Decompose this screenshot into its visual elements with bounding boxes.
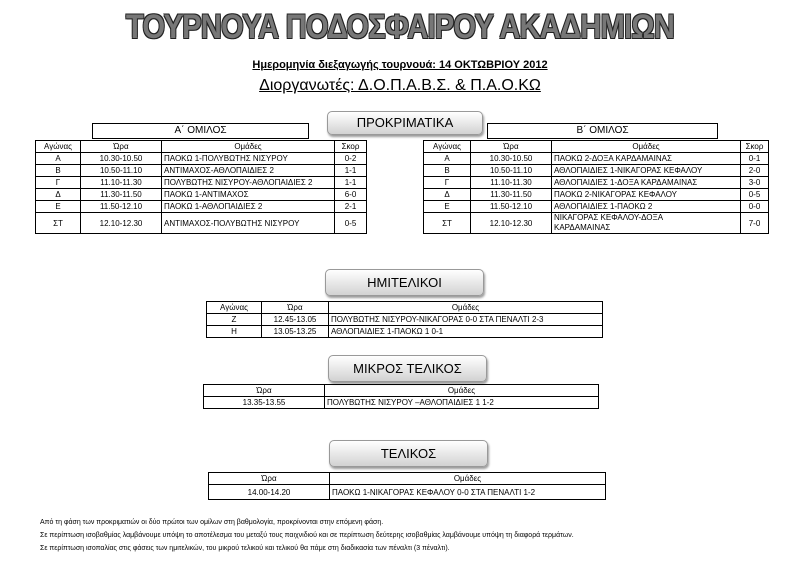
- match-teams-line1: ΝΙΚΑΓΟΡΑΣ ΚΕΦΑΛΟΥ-ΔΟΞΑ: [554, 213, 664, 222]
- table-row: [36, 189, 367, 201]
- small-final-header: ΜΙΚΡΟΣ ΤΕΛΙΚΟΣ: [328, 355, 487, 382]
- header-time: Ώρα: [81, 141, 162, 153]
- match-teams: ΑΘΛΟΠΑΙΔΙΕΣ 1-ΠΑΟΚΩ 1 0-1: [329, 326, 603, 338]
- match-id: Β: [424, 165, 471, 177]
- match-score: 0-0: [741, 201, 769, 213]
- match-time: 12.45-13.05: [262, 314, 329, 326]
- match-time: 11.10-11.30: [471, 177, 552, 189]
- header-teams: Ομάδες: [329, 302, 603, 314]
- header-score: Σκορ: [335, 141, 367, 153]
- match-teams: ΑΝΤΙΜΑΧΟΣ-ΠΟΛΥΒΩΤΗΣ ΝΙΣΥΡΟΥ: [162, 213, 335, 234]
- header-teams: Ομάδες: [330, 473, 606, 485]
- match-score: 6-0: [335, 189, 367, 201]
- semifinals-header: ΗΜΙΤΕΛΙΚΟΙ: [325, 269, 484, 296]
- match-teams: ΠΟΛΥΒΩΤΗΣ ΝΙΣΥΡΟΥ-ΑΘΛΟΠΑΙΔΙΕΣ 2: [162, 177, 335, 189]
- match-score: 2-0: [741, 165, 769, 177]
- match-id: Ε: [424, 201, 471, 213]
- table-row: [204, 397, 599, 409]
- match-teams: ΑΘΛΟΠΑΙΔΙΕΣ 1-ΔΟΞΑ ΚΑΡΔΑΜΑΙΝΑΣ: [552, 177, 741, 189]
- group-a-title: Α΄ ΟΜΙΛΟΣ: [92, 123, 309, 139]
- table-row: [424, 213, 769, 234]
- match-time: 10.50-11.10: [81, 165, 162, 177]
- table-row: [424, 201, 769, 213]
- match-score: 7-0: [741, 213, 769, 234]
- header-teams: Ομάδες: [552, 141, 741, 153]
- match-time: 11.50-12.10: [81, 201, 162, 213]
- organizers: Διοργανωτές: Δ.Ο.Π.Α.Β.Σ. & Π.Α.Ο.ΚΩ: [259, 77, 541, 94]
- match-score: 1-1: [335, 177, 367, 189]
- match-id: ΣΤ: [36, 213, 81, 234]
- match-teams: [552, 213, 741, 234]
- match-id: Α: [424, 153, 471, 165]
- match-teams: ΑΘΛΟΠΑΙΔΙΕΣ 1-ΠΑΟΚΩ 2: [552, 201, 741, 213]
- table-header-row: [209, 473, 606, 485]
- match-teams: ΑΝΤΙΜΑΧΟΣ-ΑΘΛΟΠΑΙΔΙΕΣ 2: [162, 165, 335, 177]
- match-id: Γ: [424, 177, 471, 189]
- group-b-table: [423, 140, 769, 234]
- page-title: ΤΟΥΡΝΟΥΑ ΠΟΔΟΣΦΑΙΡΟΥ ΑΚΑΔΗΜΙΩΝ: [125, 8, 675, 46]
- match-time: 10.30-10.50: [81, 153, 162, 165]
- match-score: 0-1: [741, 153, 769, 165]
- match-id: Δ: [424, 189, 471, 201]
- small-final-table: [203, 384, 599, 409]
- match-time: 13.05-13.25: [262, 326, 329, 338]
- header-time: Ώρα: [471, 141, 552, 153]
- match-teams: ΠΑΟΚΩ 1-ΠΟΛΥΒΩΤΗΣ ΝΙΣΥΡΟΥ: [162, 153, 335, 165]
- match-teams-line2: ΚΑΡΔΑΜΑΙΝΑΣ: [554, 223, 611, 232]
- table-header-row: [36, 141, 367, 153]
- header-match: Αγώνας: [207, 302, 262, 314]
- match-teams: ΠΟΛΥΒΩΤΗΣ ΝΙΣΥΡΟΥ-ΝΙΚΑΓΟΡΑΣ 0-0 ΣΤΑ ΠΕΝΑΛΤΙ 2-3: [329, 314, 603, 326]
- table-row: [36, 177, 367, 189]
- match-time: 14.00-14.20: [209, 485, 330, 500]
- group-b-title: Β΄ ΟΜΙΛΟΣ: [487, 123, 718, 139]
- match-time: 10.30-10.50: [471, 153, 552, 165]
- header-score: Σκορ: [741, 141, 769, 153]
- table-row: [424, 153, 769, 165]
- match-teams: ΠΑΟΚΩ 1-ΝΙΚΑΓΟΡΑΣ ΚΕΦΑΛΟΥ 0-0 ΣΤΑ ΠΕΝΑΛΤΙ 1-2: [330, 485, 606, 500]
- match-time: 12.10-12.30: [471, 213, 552, 234]
- match-teams: ΠΟΛΥΒΩΤΗΣ ΝΙΣΥΡΟΥ –ΑΘΛΟΠΑΙΔΙΕΣ 1 1-2: [325, 397, 599, 409]
- match-time: 13.35-13.55: [204, 397, 325, 409]
- match-score: 1-1: [335, 165, 367, 177]
- match-score: 3-0: [741, 177, 769, 189]
- match-teams: ΑΘΛΟΠΑΙΔΙΕΣ 1-ΝΙΚΑΓΟΡΑΣ ΚΕΦΑΛΟΥ: [552, 165, 741, 177]
- final-header: ΤΕΛΙΚΟΣ: [329, 440, 488, 467]
- match-time: 11.30-11.50: [81, 189, 162, 201]
- match-time: 11.30-11.50: [471, 189, 552, 201]
- table-row: [36, 201, 367, 213]
- table-header-row: [207, 302, 603, 314]
- table-row: [36, 213, 367, 234]
- match-id: Η: [207, 326, 262, 338]
- header-match: Αγώνας: [36, 141, 81, 153]
- match-time: 12.10-12.30: [81, 213, 162, 234]
- header-time: Ώρα: [262, 302, 329, 314]
- match-score: 2-1: [335, 201, 367, 213]
- table-row: [207, 314, 603, 326]
- note-qualification: Από τη φάση των προκριματιών οι δύο πρώτοι των ομίλων στη βαθμολογία, προκρίνονται στην επόμενη φάση.: [40, 519, 384, 526]
- match-score: 0-5: [741, 189, 769, 201]
- match-teams: ΠΑΟΚΩ 2-ΝΙΚΑΓΟΡΑΣ ΚΕΦΑΛΟΥ: [552, 189, 741, 201]
- match-teams: ΠΑΟΚΩ 1-ΑΝΤΙΜΑΧΟΣ: [162, 189, 335, 201]
- match-time: 11.10-11.30: [81, 177, 162, 189]
- table-header-row: [424, 141, 769, 153]
- match-id: ΣΤ: [424, 213, 471, 234]
- note-tiebreak: Σε περίπτωση ισοβαθμίας λαμβάνουμε υπόψη το αποτέλεσμα του μεταξύ τους παιχνιδιού και σε περίπτωση δεύτερης ισοβαθμίας λαμβάνουμε υπόψη τη διαφορά τερμάτων.: [40, 532, 574, 539]
- group-a-table: [35, 140, 367, 234]
- table-row: [36, 153, 367, 165]
- match-id: Ζ: [207, 314, 262, 326]
- header-teams: Ομάδες: [325, 385, 599, 397]
- final-table: [208, 472, 606, 500]
- table-row: [424, 189, 769, 201]
- match-id: Β: [36, 165, 81, 177]
- table-row: [207, 326, 603, 338]
- match-teams: ΠΑΟΚΩ 2-ΔΟΞΑ ΚΑΡΔΑΜΑΙΝΑΣ: [552, 153, 741, 165]
- header-time: Ώρα: [204, 385, 325, 397]
- table-row: [424, 165, 769, 177]
- table-row: [209, 485, 606, 500]
- header-time: Ώρα: [209, 473, 330, 485]
- semifinals-table: [206, 301, 603, 338]
- match-score: 0-5: [335, 213, 367, 234]
- table-row: [36, 165, 367, 177]
- match-id: Ε: [36, 201, 81, 213]
- match-teams: ΠΑΟΚΩ 1-ΑΘΛΟΠΑΙΔΙΕΣ 2: [162, 201, 335, 213]
- match-time: 11.50-12.10: [471, 201, 552, 213]
- match-id: Γ: [36, 177, 81, 189]
- table-header-row: [204, 385, 599, 397]
- tournament-date: Ημερομηνία διεξαγωγής τουρνουά: 14 ΟΚΤΩΒΡΙΟΥ 2012: [252, 59, 548, 71]
- header-teams: Ομάδες: [162, 141, 335, 153]
- note-penalties: Σε περίπτωση ισοπαλίας στις φάσεις των ημιτελικών, του μικρού τελικού και τελικού θα πάμε στη διαδικασία των πέναλτι (3 πέναλτι).: [40, 545, 450, 552]
- table-row: [424, 177, 769, 189]
- match-id: Α: [36, 153, 81, 165]
- match-score: 0-2: [335, 153, 367, 165]
- match-time: 10.50-11.10: [471, 165, 552, 177]
- header-match: Αγώνας: [424, 141, 471, 153]
- match-id: Δ: [36, 189, 81, 201]
- qualifiers-header: ΠΡΟΚΡΙΜΑΤΙΚΑ: [327, 111, 483, 135]
